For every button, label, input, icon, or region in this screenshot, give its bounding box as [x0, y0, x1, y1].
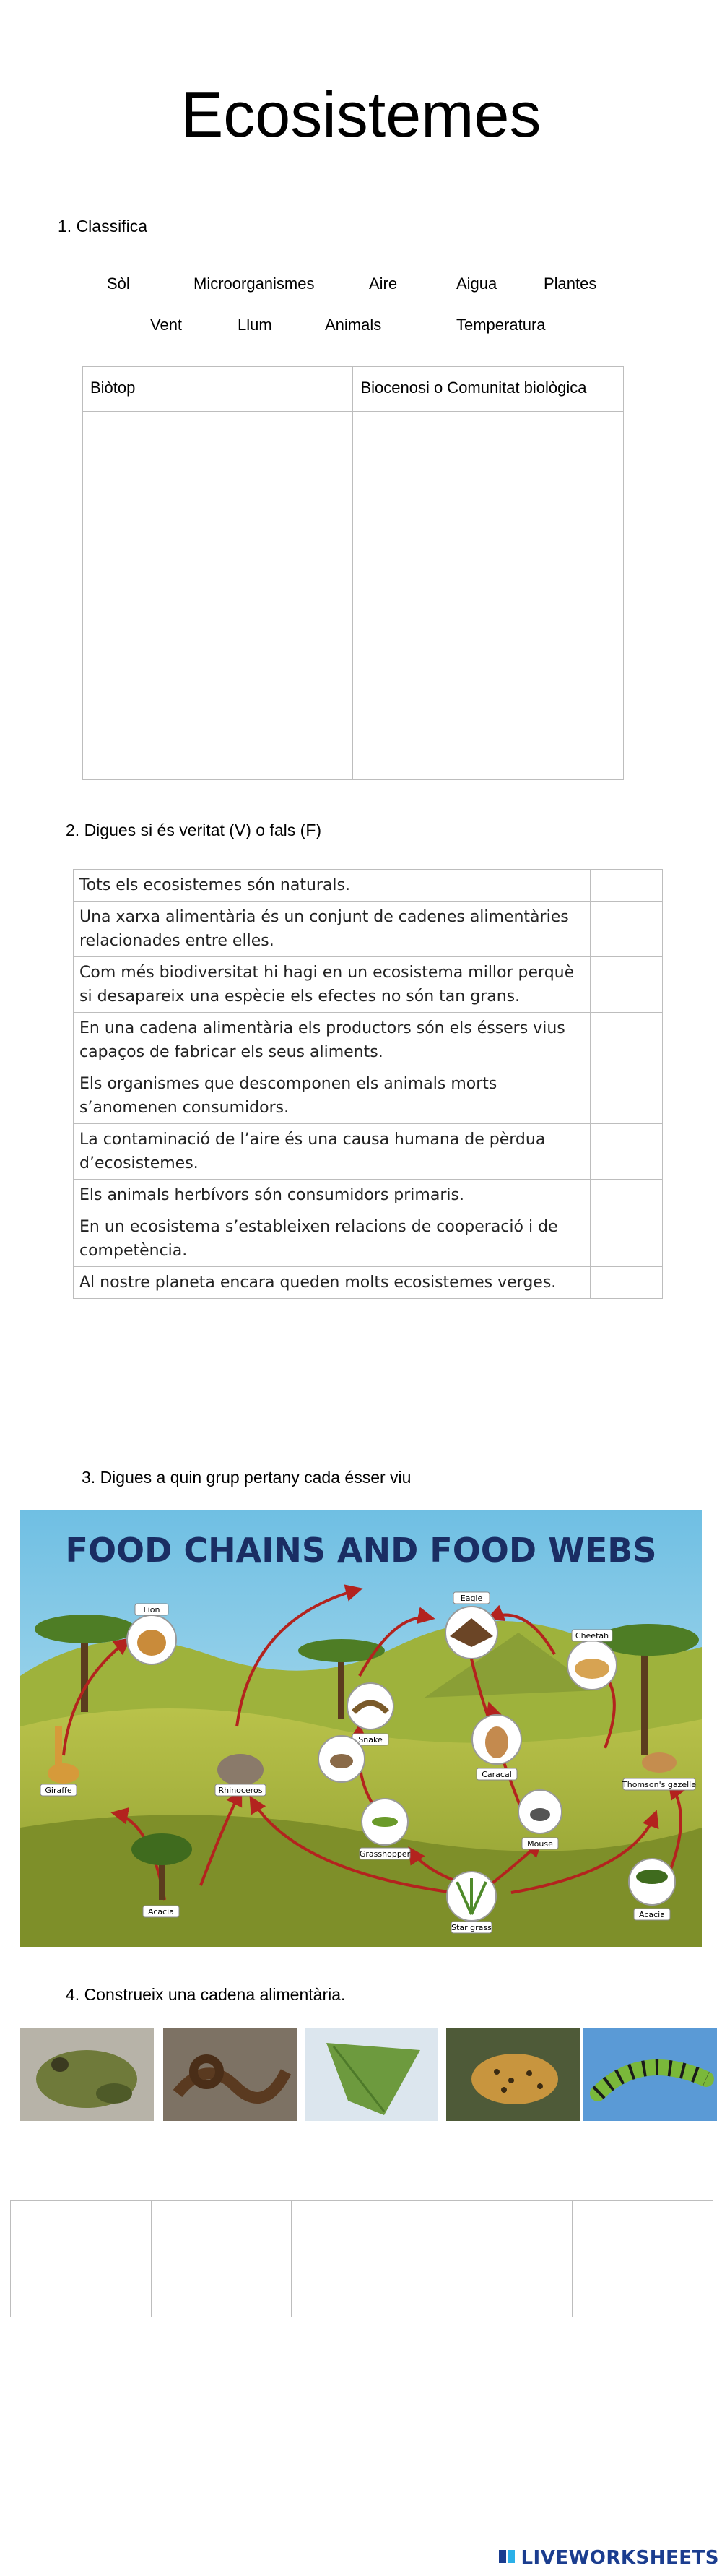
word-animals[interactable]: Animals — [325, 316, 382, 334]
statement-text: La contaminació de l’aire és una causa humana de pèrdua d’ecosistemes. — [74, 1124, 591, 1180]
rhinoceros-icon — [215, 1754, 266, 1796]
label-giraffe: Giraffe — [45, 1786, 72, 1795]
answer-input[interactable] — [591, 957, 663, 1013]
statement-text: En un ecosistema s’estableixen relacions de cooperació i de competència. — [74, 1211, 591, 1267]
food-web-illustration — [20, 1510, 702, 1947]
word-sol[interactable]: Sòl — [107, 275, 130, 293]
label-acacia-right: Acacia — [639, 1910, 665, 1919]
frog-icon — [20, 2028, 154, 2121]
leopard-icon — [446, 2028, 580, 2121]
true-false-table — [73, 869, 663, 1299]
statement-text: Al nostre planeta encara queden molts ecosistemes verges. — [74, 1267, 591, 1299]
table-row — [74, 1124, 663, 1180]
word-aire[interactable]: Aire — [369, 275, 398, 293]
leopard-photo[interactable] — [446, 2028, 580, 2121]
label-cheetah: Cheetah — [575, 1631, 609, 1641]
food-chain-slot[interactable] — [432, 2201, 573, 2317]
table-row — [74, 902, 663, 957]
question-2-heading: 2. Digues si és veritat (V) o fals (F) — [66, 821, 322, 839]
label-eagle: Eagle — [460, 1594, 483, 1603]
question-4-heading: 4. Construeix una cadena alimentària. — [66, 1985, 346, 2004]
answer-input[interactable] — [591, 1211, 663, 1267]
word-temperatura[interactable]: Temperatura — [456, 316, 546, 334]
page-title: Ecosistemes — [180, 79, 542, 150]
grasshopper-icon — [360, 1799, 411, 1859]
label-star-grass: Star grass — [451, 1923, 492, 1932]
snake-icon — [163, 2028, 297, 2121]
label-rhinoceros: Rhinoceros — [218, 1786, 263, 1795]
statement-text: Una xarxa alimentària és un conjunt de cadenes alimentàries relacionades entre elles. — [74, 902, 591, 957]
bird-icon — [318, 1736, 365, 1782]
leaf-icon — [305, 2028, 438, 2121]
question-3-heading: 3. Digues a quin grup pertany cada ésser viu — [82, 1468, 412, 1487]
table-row — [74, 1180, 663, 1211]
liveworksheets-watermark — [499, 2547, 719, 2569]
word-aigua[interactable]: Aigua — [456, 275, 497, 293]
answer-input[interactable] — [591, 870, 663, 902]
statement-text: Tots els ecosistemes són naturals. — [74, 870, 591, 902]
statement-text: Com més biodiversitat hi hagi en un ecosistema millor perquè si desapareix una espècie els efectes no són tan grans. — [74, 957, 591, 1013]
classification-table — [82, 366, 624, 780]
word-vent[interactable]: Vent — [150, 316, 183, 334]
star-grass-icon — [447, 1872, 496, 1933]
snake-photo[interactable] — [163, 2028, 297, 2121]
food-chain-slot[interactable] — [151, 2201, 292, 2317]
acacia-right-icon — [629, 1859, 675, 1920]
answer-input[interactable] — [591, 902, 663, 957]
drop-zone-biocenosi[interactable] — [353, 412, 624, 780]
label-thomsons-gazelle: Thomson's gazelle — [622, 1780, 696, 1789]
food-chain-slot[interactable] — [292, 2201, 432, 2317]
statement-text: Els animals herbívors són consumidors primaris. — [74, 1180, 591, 1211]
caterpillar-icon — [583, 2028, 717, 2121]
label-mouse: Mouse — [527, 1839, 553, 1849]
answer-input[interactable] — [591, 1013, 663, 1068]
table-row — [74, 1211, 663, 1267]
header-biotop: Biòtop — [83, 367, 353, 412]
label-snake: Snake — [358, 1735, 383, 1745]
word-llum[interactable]: Llum — [238, 316, 272, 334]
label-caracal: Caracal — [482, 1770, 512, 1779]
food-chain-table — [10, 2200, 713, 2317]
food-web-svg — [20, 1510, 702, 1947]
word-microorganismes[interactable]: Microorganismes — [193, 275, 315, 293]
header-biocenosi: Biocenosi o Comunitat biològica — [353, 367, 624, 412]
snake-icon — [347, 1683, 393, 1745]
label-grasshopper: Grasshopper — [359, 1849, 411, 1859]
watermark-text: LIVEWORKSHEETS — [521, 2547, 719, 2569]
table-row — [74, 957, 663, 1013]
answer-input[interactable] — [591, 1068, 663, 1124]
eagle-icon — [445, 1592, 497, 1659]
label-acacia-left: Acacia — [148, 1907, 174, 1916]
answer-input[interactable] — [591, 1124, 663, 1180]
food-chain-slot[interactable] — [11, 2201, 152, 2317]
cheetah-icon — [567, 1630, 617, 1690]
question-1-heading: 1. Classifica — [58, 217, 147, 235]
word-plantes[interactable]: Plantes — [544, 275, 597, 293]
statement-text: Els organismes que descomponen els animals morts s’anomenen consumidors. — [74, 1068, 591, 1124]
label-lion: Lion — [143, 1605, 160, 1615]
answer-input[interactable] — [591, 1180, 663, 1211]
caracal-icon — [472, 1715, 521, 1780]
table-row — [74, 1013, 663, 1068]
food-chain-slot[interactable] — [573, 2201, 713, 2317]
table-row — [74, 870, 663, 902]
drop-zone-biotop[interactable] — [83, 412, 353, 780]
table-row — [74, 1068, 663, 1124]
leaf-photo[interactable] — [305, 2028, 438, 2121]
mouse-icon — [518, 1790, 562, 1849]
frog-photo[interactable] — [20, 2028, 154, 2121]
liveworksheets-logo-icon — [499, 2547, 518, 2566]
answer-input[interactable] — [591, 1267, 663, 1299]
food-web-title: FOOD CHAINS AND FOOD WEBS — [65, 1531, 657, 1570]
caterpillar-photo[interactable] — [583, 2028, 717, 2121]
table-row — [74, 1267, 663, 1299]
statement-text: En una cadena alimentària els productors són els éssers vius capaços de fabricar els seus aliments. — [74, 1013, 591, 1068]
